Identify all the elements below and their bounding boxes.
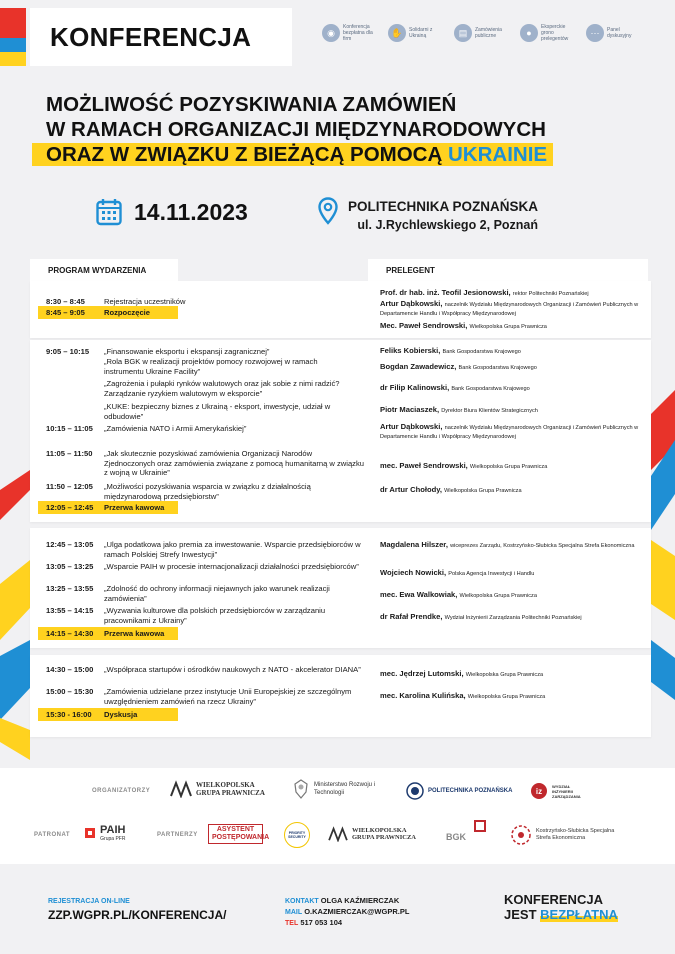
agenda-text: „Możliwości pozyskiwania wsparcia w związku z działalnością międzynarodową przedsiębiorstw”	[104, 482, 311, 501]
free-line-2b: BEZPŁATNA	[540, 907, 618, 922]
feature-panel	[586, 24, 640, 42]
partners-label: PARTNERZY	[157, 832, 198, 838]
speaker-role: Bank Gospodarstwa Krajowego	[442, 349, 521, 355]
contact-block	[285, 896, 409, 929]
page-title	[46, 92, 646, 167]
agenda-text: „Finansowanie eksportu i ekspansji zagranicznej”	[104, 347, 270, 356]
event-venue	[318, 197, 538, 235]
feature-label: Zamówienia publiczne	[475, 27, 502, 39]
wgp-logo-icon	[328, 826, 348, 842]
speaker	[380, 540, 648, 551]
speaker-name: mec. Ewa Walkowiak,	[380, 590, 458, 599]
agenda-time: 13:05 – 13:25	[46, 562, 94, 571]
agenda-block-2	[30, 340, 651, 522]
speaker	[380, 346, 648, 358]
speaker-role: Bank Gospodarstwa Krajowego	[458, 365, 537, 371]
logo-text: Ministerstwo Rozwoju i Technologii	[314, 782, 376, 796]
agenda-text: „Ulga podatkowa jako premia za inwestowanie. Wsparcie przedsiębiorców w ramach Polskiej Strefy Inwestycji”	[104, 540, 361, 559]
free-badge	[504, 892, 618, 922]
discussion-icon: ⋯	[586, 24, 604, 42]
stripe-red-left-low	[0, 470, 30, 520]
venue-address: ul. J.Rychlewskiego 2, Poznań	[357, 218, 539, 232]
feature-label: Solidarni z Ukrainą	[409, 27, 433, 39]
speaker	[380, 590, 648, 602]
logo-text: POLITECHNIKA POZNAŃSKA	[428, 788, 513, 794]
speaker-role: Wielkopolska Grupa Prawnicza	[444, 488, 522, 494]
free-line-2a: JEST	[504, 907, 537, 922]
agenda-time: 14:30 – 15:00	[46, 665, 94, 674]
speaker-role: Wielkopolska Grupa Prawnicza	[467, 694, 546, 700]
speaker	[380, 288, 648, 300]
organizers-label: ORGANIZATORZY	[92, 788, 151, 794]
stripe-blue-left	[0, 38, 26, 52]
registration-link[interactable]: ZZP.WGPR.PL/KONFERENCJA/	[48, 908, 227, 922]
stripe-blue-right-low	[651, 640, 675, 700]
agenda-block-3	[30, 528, 651, 648]
bgk-square-icon	[474, 820, 486, 832]
agenda-time: 12:45 – 13:05	[46, 540, 94, 549]
feature-icons	[322, 24, 640, 42]
logo-ministry	[292, 778, 384, 800]
kssse-logo-icon	[510, 824, 532, 846]
logo-text: ASYSTENT POSTĘPOWANIA	[208, 824, 263, 844]
agenda-time: 15:30 - 16:00	[46, 710, 92, 719]
agenda-text: „KUKE: bezpieczny biznes z Ukrainą - eksport, inwestycje, udział w odbudowie”	[104, 402, 331, 421]
speaker-name: Feliks Kobierski,	[380, 346, 441, 355]
logo-wgp-2	[328, 826, 416, 842]
logo-text: PRIORITY SECURITY	[284, 822, 310, 848]
agenda-text: Rejestracja uczestników	[104, 297, 186, 306]
agenda-text: Rozpoczęcie	[104, 308, 150, 317]
speaker-name: Magdalena Hilszer,	[380, 540, 448, 549]
agenda-time: 13:55 – 14:15	[46, 606, 94, 615]
speaker-name: Wojciech Nowicki,	[380, 568, 447, 577]
agenda-time: 11:50 – 12:05	[46, 482, 93, 491]
feature-label: Konferencja bezpłatna dla firm	[343, 24, 373, 42]
agenda-text: Dyskusja	[104, 710, 138, 719]
agenda-time: 8:30 – 8:45	[46, 297, 85, 306]
logo-subtext: Grupa PFR	[100, 836, 126, 842]
contact-email[interactable]: O.KAZMIERCZAK@WGPR.PL	[304, 907, 410, 916]
speaker-name: Artur Dąbkowski,	[380, 299, 443, 308]
stripe-blue-left-low	[0, 640, 30, 720]
agenda-text: „Wsparcie PAIH w procesie internacjonalizacji działalności przedsiębiorców”	[104, 562, 359, 571]
stripe-yellow-right	[651, 540, 675, 620]
title-line-1: MOŻLIWOŚĆ POZYSKIWANIA ZAMÓWIEŃ	[46, 93, 457, 116]
feature-label: Panel dyskusyjny	[607, 27, 632, 39]
mail-label: MAIL	[285, 909, 303, 916]
tel-label: TEL	[285, 920, 299, 927]
date-text: 14.11.2023	[134, 198, 248, 225]
logo-pp	[406, 782, 512, 800]
speaker-role: rektor Politechniki Poznańskiej	[512, 291, 589, 297]
eagle-emblem-icon	[292, 778, 310, 800]
speaker-name: Bogdan Zawadewicz,	[380, 362, 457, 371]
stripe-red-left	[0, 8, 26, 38]
agenda-time: 11:05 – 11:50	[46, 449, 93, 458]
registration-label: REJESTRACJA ON-LINE	[48, 898, 130, 905]
people-icon: ●	[520, 24, 538, 42]
agenda-time: 13:25 – 13:55	[46, 584, 94, 593]
conference-icon: ◉	[322, 24, 340, 42]
logo-paih	[84, 824, 125, 842]
feature-conference	[322, 24, 376, 42]
logo-asystent	[208, 824, 270, 844]
speaker-name: mec. Jędrzej Lutomski,	[380, 669, 464, 678]
speaker-role: Dyrektor Biura Klientów Strategicznych	[441, 408, 538, 414]
agenda-time: 8:45 – 9:05	[46, 308, 85, 317]
agenda-time: 12:05 – 12:45	[46, 503, 94, 512]
contact-label: KONTAKT	[285, 898, 319, 905]
conference-badge	[30, 8, 292, 66]
speaker	[380, 691, 648, 703]
speaker-name: mec. Paweł Sendrowski,	[380, 461, 468, 470]
speaker	[380, 321, 648, 333]
svg-text:iz: iz	[535, 787, 543, 796]
speaker-name: dr Rafał Prendke,	[380, 612, 443, 621]
agenda-text: Przerwa kawowa	[104, 629, 165, 638]
program-header: PROGRAM WYDARZENIA	[30, 259, 178, 281]
agenda-time: 15:00 – 15:30	[46, 687, 94, 696]
agenda-text: „Zamówienia udzielane przez instytucje Unii Europejskiej ze szczególnym uwzględnieniem zamówień na rzecz Ukrainy”	[104, 687, 352, 706]
agenda-text: „Współpraca startupów i ośrodków naukowych z NATO - akcelerator DIANA”	[104, 665, 361, 674]
agenda-time: 9:05 – 10:15	[46, 347, 90, 356]
wiz-logo-icon	[530, 782, 548, 800]
speaker-name: dr Filip Kalinowski,	[380, 383, 450, 392]
calendar-icon	[96, 198, 122, 226]
speaker	[380, 461, 648, 473]
speaker	[380, 485, 648, 497]
logo-wgp	[170, 780, 266, 798]
logo-text: WYDZIAŁ INŻYNIERII ZARZĄDZANIA	[552, 783, 581, 799]
contact-phone[interactable]: 517 053 104	[300, 918, 343, 927]
pp-logo-icon	[406, 782, 424, 800]
speaker-role: Wielkopolska Grupa Prawnicza	[459, 593, 537, 599]
title-line-2: W RAMACH ORGANIZACJI MIĘDZYNARODOWYCH	[46, 118, 546, 141]
logo-kssse	[510, 824, 626, 846]
title-ukraine: UKRAINIE	[448, 143, 548, 166]
footer	[0, 864, 675, 954]
title-line-3-highlight	[46, 143, 553, 166]
venue-name: POLITECHNIKA POZNAŃSKA	[348, 199, 539, 214]
paih-logo-icon	[84, 827, 96, 839]
logo-wiz	[530, 782, 584, 800]
feature-solidarity	[388, 24, 442, 42]
speaker	[380, 383, 648, 395]
free-line-1: KONFERENCJA	[504, 892, 603, 907]
logo-priority	[284, 822, 310, 848]
speakers-header: PRELEGENT	[368, 259, 648, 281]
feature-procurement	[454, 24, 508, 42]
feature-experts	[520, 24, 574, 42]
speaker-name: dr Artur Chołody,	[380, 485, 443, 494]
speaker	[380, 612, 648, 624]
logo-text: Kostrzyńsko-Słubicka Specjalna Strefa Ekonomiczna	[536, 828, 615, 841]
logo-bgk	[446, 820, 486, 850]
agenda-text: „Wyzwania kulturowe dla polskich przedsiębiorców w zarządzaniu pracownikami z Ukrainy”	[104, 606, 326, 625]
speaker-name: Prof. dr hab. inż. Teofil Jesionowski,	[380, 288, 511, 297]
sponsors-section	[0, 768, 675, 864]
logo-text: BGK	[446, 832, 466, 842]
speaker-role: naczelnik Wydziału Międzynarodowych Organizacji i Zamówień Publicznych w Departamencie Handlu i Współpracy Międzynarodowej	[380, 425, 639, 440]
patron-label: PATRONAT	[34, 832, 70, 838]
logo-text: PAIH	[100, 824, 126, 836]
feature-label: Eksperckie grono prelegentów	[541, 24, 569, 42]
wgp-logo-icon	[170, 780, 192, 798]
speaker-role: naczelnik Wydziału Międzynarodowych Organizacji i Zamówień Publicznych w Departamencie Handlu i Współpracy Międzynarodowej	[380, 302, 639, 317]
speaker	[380, 405, 648, 417]
stripe-yellow-left	[0, 52, 26, 66]
agenda-text: „Rola BGK w realizacji projektów pomocy rozwojowej w ramach instrumentu Ukraine Facility”	[104, 357, 318, 376]
speaker	[380, 568, 648, 580]
stripe-yellow-left-low	[0, 560, 30, 640]
speaker-role: wiceprezes Zarządu, Kostrzyńsko-Słubicka Specjalna Strefa Ekonomiczna	[450, 543, 635, 549]
speaker-role: Wielkopolska Grupa Prawnicza	[469, 324, 547, 330]
speaker	[380, 669, 648, 681]
agenda-text: „Zagrożenia i pułapki rynków walutowych oraz jak sobie z nimi radzić? Zarządzanie ryzykiem walutowym w eksporcie”	[104, 379, 340, 398]
agenda-text: „Jak skutecznie pozyskiwać zamówienia Organizacji Narodów Zjednoczonych oraz zamówienia związane z pomocą humanitarną w związku z wojną w Ukrainie”	[104, 449, 365, 477]
speaker-role: Polska Agencja Inwestycji i Handlu	[448, 571, 535, 577]
speaker-name: mec. Karolina Kulińska,	[380, 691, 466, 700]
badge-text: KONFERENCJA	[50, 21, 252, 52]
logo-text: WIELKOPOLSKA GRUPA PRAWNICZA	[352, 827, 416, 841]
location-pin-icon	[318, 197, 338, 225]
event-date	[96, 198, 248, 226]
speaker-role: Bank Gospodarstwa Krajowego	[451, 386, 530, 392]
speaker-name: Piotr Maciaszek,	[380, 405, 440, 414]
agenda-time: 14:15 – 14:30	[46, 629, 94, 638]
contact-name: OLGA KAŹMIERCZAK	[320, 896, 400, 905]
speaker-role: Wielkopolska Grupa Prawnicza	[469, 464, 548, 470]
handshake-icon: ✋	[388, 24, 406, 42]
agenda-text: Przerwa kawowa	[104, 503, 165, 512]
logo-text: WIELKOPOLSKA GRUPA PRAWNICZA	[196, 781, 265, 797]
speaker-role: Wydział Inżynierii Zarządzania Politechniki Poznańskiej	[444, 615, 582, 621]
speaker	[380, 300, 648, 318]
speaker-role: Wielkopolska Grupa Prawnicza	[465, 672, 544, 678]
speaker	[380, 423, 648, 441]
agenda-text: „Zdolność do ochrony informacji niejawnych jako warunek realizacji zamówienia”	[104, 584, 330, 603]
agenda-text: „Zamówienia NATO i Armii Amerykańskiej”	[104, 424, 247, 433]
speaker-name: Mec. Paweł Sendrowski,	[380, 321, 468, 330]
agenda-time: 10:15 – 11:05	[46, 424, 93, 433]
document-icon: ▤	[454, 24, 472, 42]
title-line-3: ORAZ W ZWIĄZKU Z BIEŻĄCĄ POMOCĄ	[46, 143, 443, 166]
speaker	[380, 362, 648, 374]
agenda-block-1	[30, 281, 651, 338]
speaker-name: Artur Dąbkowski,	[380, 422, 443, 431]
agenda-block-4	[30, 655, 651, 737]
